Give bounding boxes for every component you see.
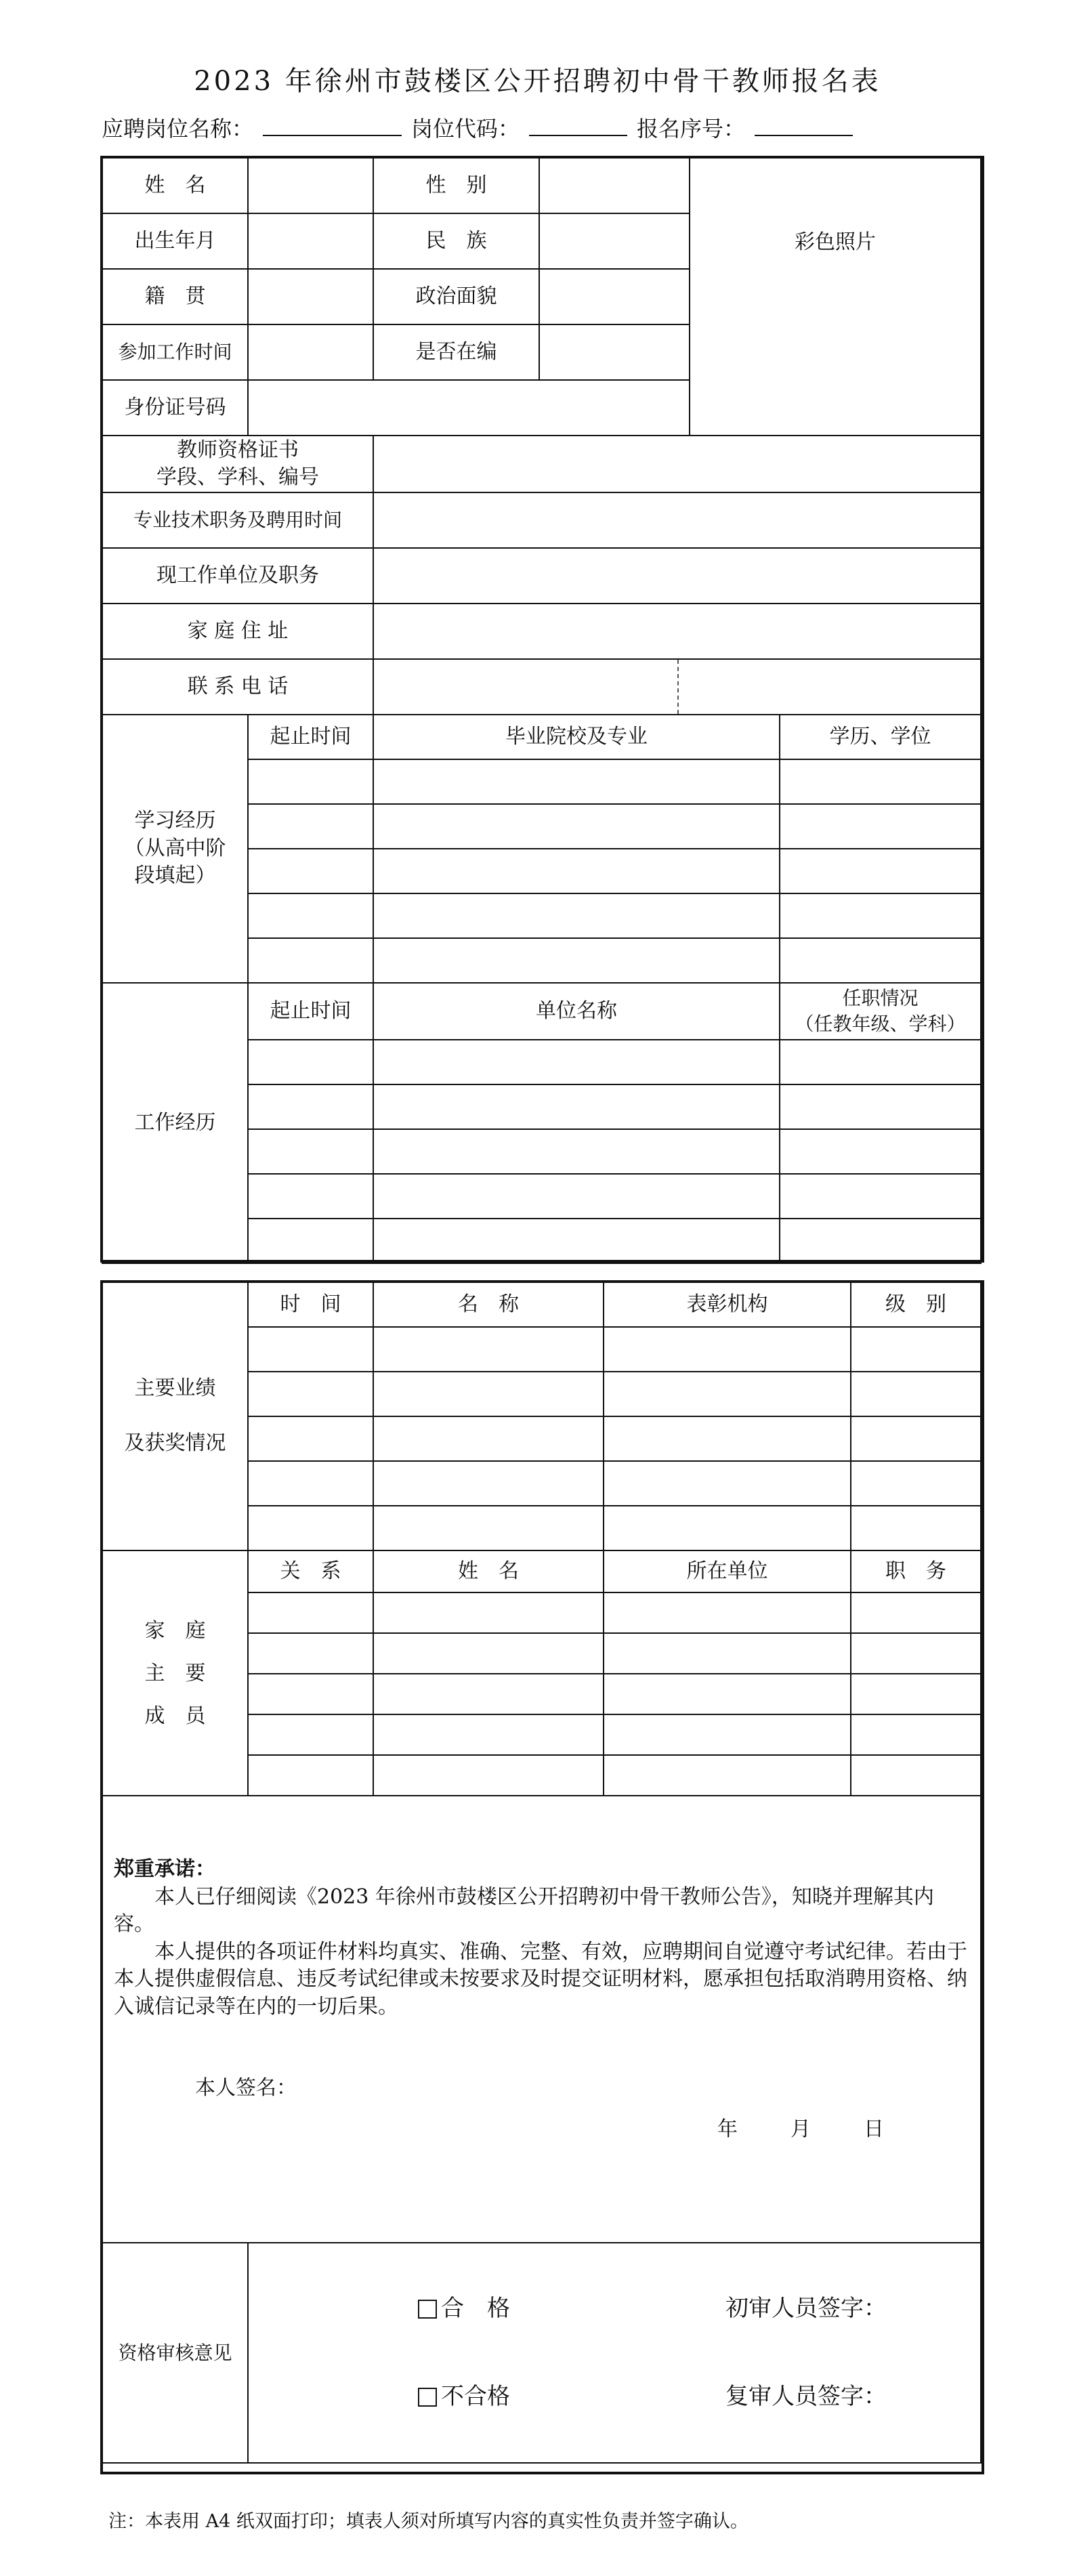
signature-label: 本人签名： bbox=[195, 2076, 297, 2100]
award-time-cell[interactable] bbox=[248, 1327, 373, 1372]
pledge-paragraph-1: 本人已仔细阅读《2023 年徐州市鼓楼区公开招聘初中骨干教师公告》，知晓并理解其内容。 bbox=[114, 1884, 934, 1936]
family-unit-cell[interactable] bbox=[604, 1633, 851, 1674]
study-degree-cell[interactable] bbox=[780, 759, 981, 804]
study-period-header: 起止时间 bbox=[248, 715, 373, 759]
family-unit-cell[interactable] bbox=[604, 1714, 851, 1755]
work-unit-cell[interactable] bbox=[373, 1174, 780, 1219]
family-post-cell[interactable] bbox=[851, 1592, 981, 1633]
award-time-cell[interactable] bbox=[248, 1461, 373, 1506]
home-address-field[interactable] bbox=[373, 604, 981, 659]
pass-option-label: 合 格 bbox=[441, 2294, 510, 2322]
teacher-cert-label bbox=[102, 436, 373, 492]
work-role-header bbox=[780, 983, 981, 1040]
study-period-cell[interactable] bbox=[248, 849, 373, 893]
position-code-blank[interactable] bbox=[529, 114, 627, 136]
work-unit-cell[interactable] bbox=[373, 1129, 780, 1174]
study-history-label-line2: （从高中阶 bbox=[124, 836, 226, 860]
phone-field[interactable] bbox=[373, 659, 981, 715]
work-role-cell[interactable] bbox=[780, 1084, 981, 1129]
on-staff-label: 是否在编 bbox=[373, 324, 539, 380]
study-degree-cell[interactable] bbox=[780, 804, 981, 849]
award-org-cell[interactable] bbox=[604, 1372, 851, 1416]
teacher-cert-label-line1: 教师资格证书 bbox=[177, 438, 299, 462]
award-level-cell[interactable] bbox=[851, 1461, 981, 1506]
award-level-cell[interactable] bbox=[851, 1416, 981, 1461]
work-role-cell[interactable] bbox=[780, 1219, 981, 1263]
work-unit-cell[interactable] bbox=[373, 1084, 780, 1129]
signature-date: 年 月 日 bbox=[717, 2117, 888, 2141]
serial-number-blank[interactable] bbox=[755, 114, 853, 136]
native-place-field[interactable] bbox=[248, 269, 373, 324]
family-name-cell[interactable] bbox=[373, 1714, 604, 1755]
form-title: 2023 年徐州市鼓楼区公开招聘初中骨干教师报名表 bbox=[194, 66, 881, 97]
political-status-label: 政治面貌 bbox=[373, 269, 539, 324]
study-degree-cell[interactable] bbox=[780, 893, 981, 938]
award-name-cell[interactable] bbox=[373, 1506, 604, 1550]
award-name-cell[interactable] bbox=[373, 1461, 604, 1506]
study-school-cell[interactable] bbox=[373, 804, 780, 849]
study-school-cell[interactable] bbox=[373, 759, 780, 804]
study-history-label-line3: 段填起） bbox=[134, 864, 216, 888]
award-time-cell[interactable] bbox=[248, 1416, 373, 1461]
family-label-line1: 家 庭 bbox=[144, 1618, 206, 1643]
award-name-cell[interactable] bbox=[373, 1416, 604, 1461]
award-level-cell[interactable] bbox=[851, 1327, 981, 1372]
awards-label bbox=[102, 1282, 248, 1550]
position-name-label: 应聘岗位名称： bbox=[102, 116, 254, 142]
family-relation-cell[interactable] bbox=[248, 1633, 373, 1674]
award-org-cell[interactable] bbox=[604, 1416, 851, 1461]
award-time-cell[interactable] bbox=[248, 1372, 373, 1416]
family-relation-cell[interactable] bbox=[248, 1592, 373, 1633]
study-degree-header: 学历、学位 bbox=[780, 715, 981, 759]
study-history-label-line1: 学习经历 bbox=[134, 809, 216, 833]
study-period-cell[interactable] bbox=[248, 759, 373, 804]
study-school-cell[interactable] bbox=[373, 849, 780, 893]
current-unit-field[interactable] bbox=[373, 548, 981, 604]
current-unit-label: 现工作单位及职务 bbox=[102, 548, 373, 604]
work-unit-cell[interactable] bbox=[373, 1040, 780, 1084]
study-degree-cell[interactable] bbox=[780, 938, 981, 983]
photo-box[interactable] bbox=[690, 158, 981, 436]
phone-label: 联 系 电 话 bbox=[102, 659, 373, 715]
professional-title-field[interactable] bbox=[373, 492, 981, 548]
teacher-cert-label-line2: 学段、学科、编号 bbox=[156, 465, 319, 489]
fail-option-label: 不合格 bbox=[441, 2382, 510, 2410]
work-unit-header: 单位名称 bbox=[373, 983, 780, 1040]
gender-label: 性 别 bbox=[373, 158, 539, 213]
work-role-header-line2: （任教年级、学科） bbox=[795, 1013, 966, 1035]
birth-field[interactable] bbox=[248, 213, 373, 269]
pledge-section bbox=[102, 1796, 981, 2243]
study-history-label bbox=[102, 715, 248, 983]
family-post-cell[interactable] bbox=[851, 1755, 981, 1796]
study-school-header: 毕业院校及专业 bbox=[373, 715, 780, 759]
family-post-header: 职 务 bbox=[851, 1550, 981, 1592]
work-history-label: 工作经历 bbox=[102, 983, 248, 1263]
application-info-line bbox=[102, 112, 862, 143]
work-period-cell[interactable] bbox=[248, 1040, 373, 1084]
position-code-label: 岗位代码： bbox=[411, 116, 520, 142]
work-role-cell[interactable] bbox=[780, 1129, 981, 1174]
family-post-cell[interactable] bbox=[851, 1674, 981, 1714]
work-period-cell[interactable] bbox=[248, 1084, 373, 1129]
award-time-header: 时 间 bbox=[248, 1282, 373, 1327]
family-label-line2: 主 要 bbox=[144, 1661, 206, 1685]
awards-label-line1: 主要业绩 bbox=[134, 1376, 216, 1401]
award-level-cell[interactable] bbox=[851, 1506, 981, 1550]
on-staff-field[interactable] bbox=[539, 324, 690, 380]
award-level-cell[interactable] bbox=[851, 1372, 981, 1416]
footnote: 注：本表用 A4 纸双面打印；填表人须对所填写内容的真实性负责并签字确认。 bbox=[108, 2511, 749, 2532]
family-name-cell[interactable] bbox=[373, 1633, 604, 1674]
work-start-field[interactable] bbox=[248, 324, 373, 380]
award-name-header: 名 称 bbox=[373, 1282, 604, 1327]
political-status-field[interactable] bbox=[539, 269, 690, 324]
family-unit-header: 所在单位 bbox=[604, 1550, 851, 1592]
first-review-signature-label: 初审人员签字： bbox=[725, 2294, 887, 2322]
family-post-cell[interactable] bbox=[851, 1714, 981, 1755]
study-period-cell[interactable] bbox=[248, 938, 373, 983]
family-unit-cell[interactable] bbox=[604, 1755, 851, 1796]
award-org-cell[interactable] bbox=[604, 1506, 851, 1550]
review-section bbox=[248, 2243, 981, 2463]
family-name-header: 姓 名 bbox=[373, 1550, 604, 1592]
study-period-cell[interactable] bbox=[248, 804, 373, 849]
work-role-cell[interactable] bbox=[780, 1040, 981, 1084]
family-unit-cell[interactable] bbox=[604, 1674, 851, 1714]
position-name-blank[interactable] bbox=[263, 114, 402, 136]
registration-table-part3 bbox=[102, 1282, 982, 2464]
family-relation-header: 关 系 bbox=[248, 1550, 373, 1592]
work-period-cell[interactable] bbox=[248, 1129, 373, 1174]
work-period-header: 起止时间 bbox=[248, 983, 373, 1040]
family-label-line3: 成 员 bbox=[144, 1704, 206, 1728]
award-level-header: 级 别 bbox=[851, 1282, 981, 1327]
work-role-header-line1: 任职情况 bbox=[842, 987, 919, 1010]
pledge-heading: 郑重承诺： bbox=[114, 1857, 215, 1881]
ethnicity-label: 民 族 bbox=[373, 213, 539, 269]
professional-title-label: 专业技术职务及聘用时间 bbox=[102, 492, 373, 548]
serial-number-label: 报名序号： bbox=[637, 116, 746, 142]
ethnicity-field[interactable] bbox=[539, 213, 690, 269]
home-address-label: 家 庭 住 址 bbox=[102, 604, 373, 659]
gender-field[interactable] bbox=[539, 158, 690, 213]
registration-table-part2 bbox=[102, 435, 982, 1264]
family-relation-cell[interactable] bbox=[248, 1755, 373, 1796]
name-label: 姓 名 bbox=[102, 158, 248, 213]
family-unit-cell[interactable] bbox=[604, 1592, 851, 1633]
family-post-cell[interactable] bbox=[851, 1633, 981, 1674]
award-name-cell[interactable] bbox=[373, 1372, 604, 1416]
review-label: 资格审核意见 bbox=[102, 2243, 248, 2463]
work-start-label: 参加工作时间 bbox=[102, 324, 248, 380]
award-org-header: 表彰机构 bbox=[604, 1282, 851, 1327]
award-org-cell[interactable] bbox=[604, 1327, 851, 1372]
teacher-cert-field[interactable] bbox=[373, 436, 981, 492]
pass-checkbox[interactable] bbox=[418, 2300, 437, 2319]
family-name-cell[interactable] bbox=[373, 1755, 604, 1796]
study-period-cell[interactable] bbox=[248, 893, 373, 938]
family-relation-cell[interactable] bbox=[248, 1674, 373, 1714]
study-school-cell[interactable] bbox=[373, 893, 780, 938]
work-unit-cell[interactable] bbox=[373, 1219, 780, 1263]
work-role-cell[interactable] bbox=[780, 1174, 981, 1219]
birth-label: 出生年月 bbox=[102, 213, 248, 269]
award-org-cell[interactable] bbox=[604, 1461, 851, 1506]
name-field[interactable] bbox=[248, 158, 373, 213]
registration-table-part1 bbox=[102, 157, 982, 436]
work-period-cell[interactable] bbox=[248, 1219, 373, 1263]
family-relation-cell[interactable] bbox=[248, 1714, 373, 1755]
photo-label: 彩色照片 bbox=[795, 230, 876, 254]
award-name-cell[interactable] bbox=[373, 1327, 604, 1372]
study-degree-cell[interactable] bbox=[780, 849, 981, 893]
award-time-cell[interactable] bbox=[248, 1506, 373, 1550]
id-number-label: 身份证号码 bbox=[102, 380, 248, 436]
family-label bbox=[102, 1550, 248, 1796]
fail-checkbox[interactable] bbox=[418, 2388, 437, 2407]
family-name-cell[interactable] bbox=[373, 1592, 604, 1633]
work-period-cell[interactable] bbox=[248, 1174, 373, 1219]
family-name-cell[interactable] bbox=[373, 1674, 604, 1714]
awards-label-line2: 及获奖情况 bbox=[124, 1431, 226, 1456]
second-review-signature-label: 复审人员签字： bbox=[725, 2382, 887, 2410]
pledge-paragraph-2: 本人提供的各项证件材料均真实、准确、完整、有效，应聘期间自觉遵守考试纪律。若由于本人提供虚假信息、违反考试纪律或未按要求及时提交证明材料，愿承担包括取消聘用资格、纳入诚信记录等在内的一切后果。 bbox=[114, 1939, 967, 2019]
id-number-field[interactable] bbox=[248, 380, 690, 436]
study-school-cell[interactable] bbox=[373, 938, 780, 983]
native-place-label: 籍 贯 bbox=[102, 269, 248, 324]
